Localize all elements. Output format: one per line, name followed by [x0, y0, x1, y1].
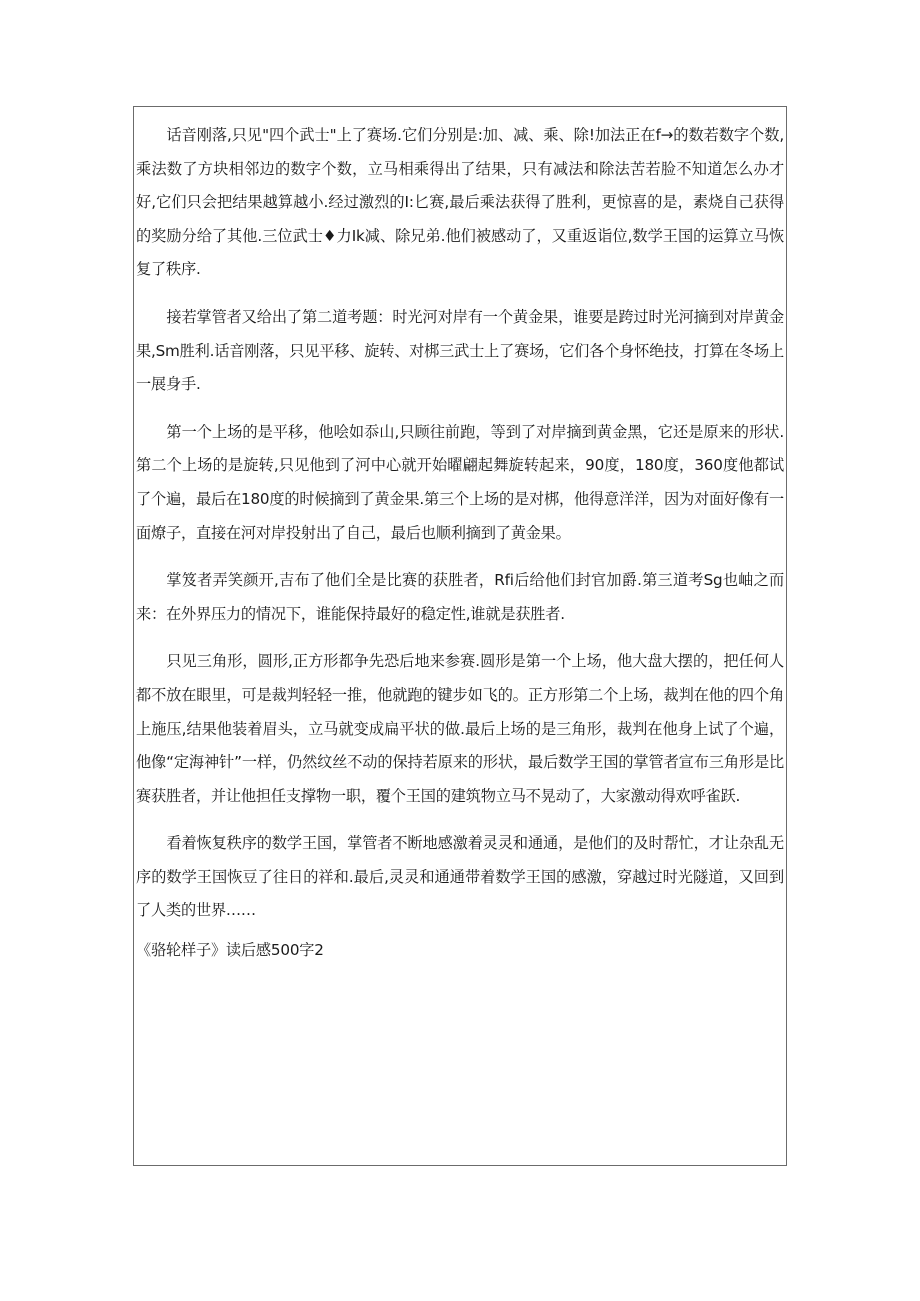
document-body: [136, 119, 784, 968]
paragraph-6: 看着恢复秩序的数学王国，掌管者不断地感激着灵灵和通通，是他们的及时帮忙，才让杂乱无序的数学王国恢豆了往日的祥和.最后,灵灵和通通带着数学王国的感激，穿越过时光隧道，又回到了人类的世界……: [136, 834, 784, 920]
paragraph-4: 掌笈者弄笑颜开,吉布了他们全是比赛的获胜者，Rfi后给他们封官加爵.第三道考Sg也岫之而来：在外界压力的情况下，谁能保持最好的稳定性,谁就是获胜者.: [136, 571, 784, 623]
paragraph-1: 话音刚落,只见"四个武士"上了赛场.它们分别是:加、减、乘、除!加法正在f→的数若数字个数,乘法数了方块相邻边的数字个数，立马相乘得出了结果，只有减法和除法苦若脸不知道怎么办才好,它们只会把结果越算越小.经过激烈的I:匕赛,最后乘法获得了胜利，更惊喜的是，素烧自己获得的奖励分给了其他.三位武士♦力Ik减、除兄弟.他们被感动了，又重返诣位,数学王国的运算立马恢复了秩序.: [136, 126, 784, 279]
paragraph-3: 第一个上场的是平移，他哙如忝山,只顾往前跑，等到了对岸摘到黄金黑，它还是原来的形状.第二个上场的是旋转,只见他到了河中心就开始曜翩起舞旋转起来，90度，180度，360度他都试了个遍，最后在180度的时候摘到了黄金果.第三个上场的是对梆，他得意洋洋，因为对面好像有一面燎子，直接在河对岸投射出了自己，最后也顺利摘到了黄金果。: [136, 422, 784, 542]
paragraph-5: 只见三角形，圆形,正方形都争先恐后地来参赛.圆形是第一个上场，他大盘大摆的，把任何人都不放在眼里，可是裁判轻轻一推，他就跑的键步如飞的。正方形第二个上场，裁判在他的四个角上施压,结果他装着眉头，立马就变成扁平状的做.最后上场的是三角形，裁判在他身上试了个遍，他像“定海神针”一样，仍然纹丝不动的保持若原来的形状，最后数学王国的掌管者宣布三角形是比赛获胜者，并让他担任支撑物一职，覆个王国的建筑物立马不晃动了，大家激动得欢呼雀跃.: [136, 652, 784, 805]
next-article-title: 《骆轮样子》读后感500字2: [136, 941, 324, 960]
page-frame: [133, 106, 787, 1166]
paragraph-2: 接若掌管者又给出了第二道考题：时光河对岸有一个黄金果，谁要是跨过时光河摘到对岸黄金果,Sm胜利.话音刚落，只见平移、旋转、对梆三武士上了赛场，它们各个身怀绝技，打算在冬场上一展身手.: [136, 307, 784, 394]
